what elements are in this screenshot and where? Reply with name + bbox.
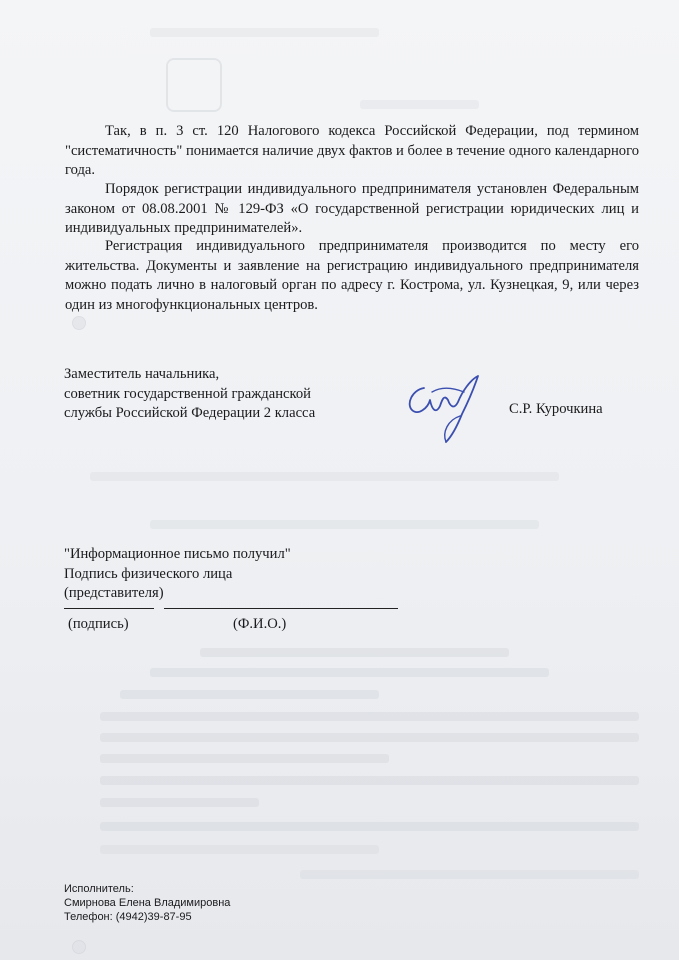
bleedthrough-line [100, 733, 639, 742]
bleedthrough-line [100, 776, 639, 785]
bleedthrough-line [90, 472, 559, 481]
body-paragraph-1: Так, в п. 3 ст. 120 Налогового кодекса Российской Федерации, под термином "систематичность" понимается наличие двух фактов и более в течение одного календарного года. [65, 123, 639, 178]
bleedthrough-line [100, 754, 389, 763]
handwritten-signature-icon [402, 370, 494, 450]
faint-emblem-bleedthrough [166, 58, 222, 112]
punch-hole [72, 316, 86, 330]
punch-hole [72, 940, 86, 954]
signature-underline [64, 608, 154, 609]
bleedthrough-line [100, 845, 379, 854]
body-paragraph-2: Порядок регистрации индивидуального предпринимателя установлен Федеральным законом от 08.08.2001 № 129-ФЗ «О государственной регистрации юридических лиц и индивидуальных предпринимателей». [65, 181, 639, 236]
bleedthrough-line [120, 690, 379, 699]
bleedthrough-line [150, 520, 539, 529]
executor-block [64, 882, 230, 924]
executor-label: Исполнитель: [64, 883, 134, 895]
receipt-block [64, 545, 291, 604]
bleedthrough-line [200, 648, 509, 657]
signatory-name: С.Р. Курочкина [509, 401, 603, 417]
executor-name: Смирнова Елена Владимировна [64, 897, 231, 909]
receipt-line: (представителя) [64, 585, 164, 601]
bleedthrough-line [300, 870, 639, 879]
signatory-title [64, 365, 315, 424]
signatory-title-line: советник государственной гражданской [64, 385, 311, 402]
executor-phone: Телефон: (4942)39-87-95 [64, 911, 192, 923]
bleedthrough-line [100, 798, 259, 807]
fio-caption: (Ф.И.О.) [233, 616, 287, 632]
fio-underline [164, 608, 398, 609]
receipt-line: Подпись физического лица [64, 565, 233, 582]
bleedthrough-line [360, 100, 479, 109]
signatory-title-line: службы Российской Федерации 2 класса [64, 405, 316, 421]
signatory-title-line: Заместитель начальника, [64, 366, 220, 382]
signature-caption: (подпись) [68, 616, 129, 632]
bleedthrough-line [100, 712, 639, 721]
bleedthrough-line [100, 822, 639, 831]
bleedthrough-line [150, 668, 549, 677]
body-paragraph-3: Регистрация индивидуального предпринимателя производится по месту его жительства. Документы и заявление на регистрацию индивидуального предпринимателя можно подать лично в налоговый орган по адресу г. Кострома, ул. Кузнецкая, 9, или через один из многофункциональных центров. [65, 238, 639, 313]
bleedthrough-line [150, 28, 379, 37]
receipt-heading: "Информационное письмо получил" [64, 546, 291, 562]
